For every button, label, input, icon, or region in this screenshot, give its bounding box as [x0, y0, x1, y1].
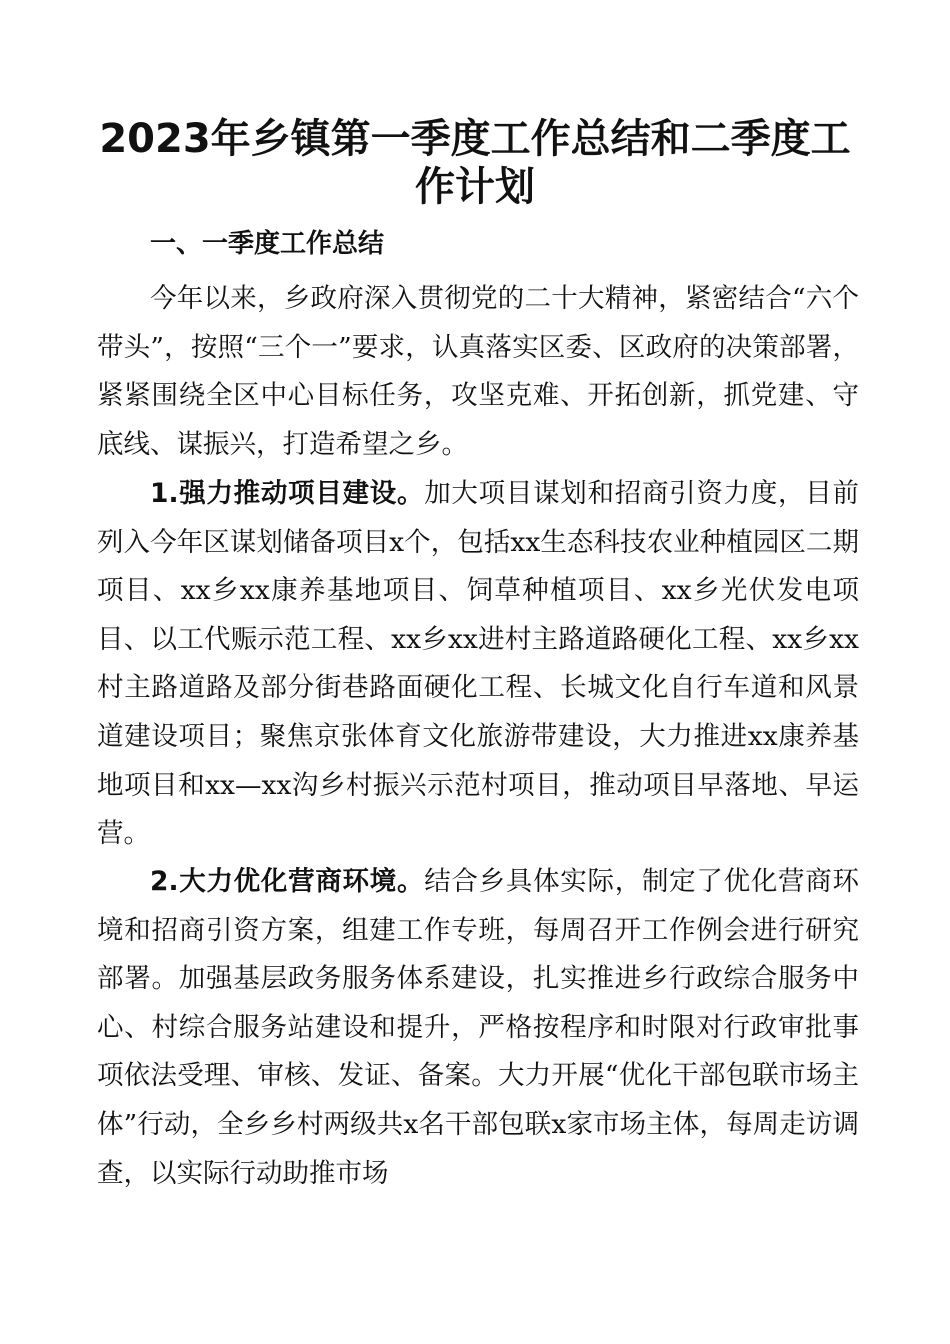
paragraph-text: 加大项目谋划和招商引资力度，目前列入今年区谋划储备项目x个，包括xx生态科技农业种植园区二期项目、xx乡xx康养基地项目、饲草种植项目、xx乡光伏发电项目、以工代赈示范工程、xx乡xx进村主路道路硬化工程、xx乡xx村主路道路及部分街巷路面硬化工程、长城文化自行车道和风景道建设项目；聚焦京张体育文化旅游带建设，大力推进xx康养基地项目和xx—xx沟乡村振兴示范村项目，推动项目早落地、早运营。 [97, 478, 859, 850]
paragraph-text: 结合乡具体实际，制定了优化营商环境和招商引资方案，组建工作专班，每周召开工作例会进行研究部署。加强基层政务服务体系建设，扎实推进乡行政综合服务中心、村综合服务站建设和提升，严格按程序和时限对行政审批事项依法受理、审核、发证、备案。大力开展“优化干部包联市场主体”行动，全乡乡村两级共x名干部包联x家市场主体，每周走访调查，以实际行动助推市场 [97, 866, 859, 1189]
document-title-line-1: 2023年乡镇第一季度工作总结和二季度工 [99, 116, 851, 162]
paragraph-business-environment [97, 858, 859, 1198]
section-heading: 一、一季度工作总结 [150, 229, 385, 259]
document-title-line-2: 作计划 [415, 164, 535, 210]
paragraph-lead: 1.强力推动项目建设。 [150, 478, 425, 509]
paragraph-intro [97, 275, 859, 469]
paragraph-lead: 2.大力优化营商环境。 [150, 866, 425, 897]
paragraph-intro-text: 今年以来，乡政府深入贯彻党的二十大精神，紧密结合“六个带头”，按照“三个一”要求，认真落实区委、区政府的决策部署，紧紧围绕全区中心目标任务，攻坚克难、开拓创新，抓党建、守底线、谋振兴，打造希望之乡。 [97, 283, 859, 460]
paragraph-project-construction [97, 470, 859, 859]
